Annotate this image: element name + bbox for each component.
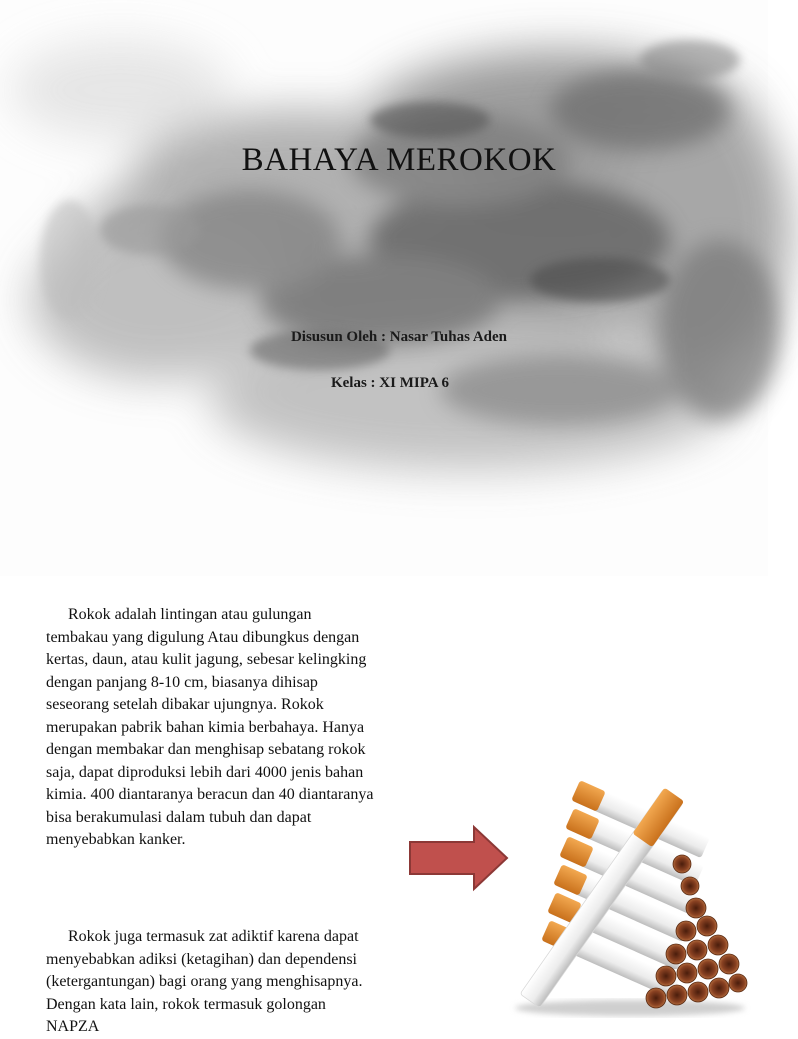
paragraph-addictive (46, 926, 376, 1039)
paragraph-definition-text: Rokok adalah lintingan atau gulungan tembakau yang digulung Atau dibungkus dengan kertas, daun, atau kulit jagung, sebesar kelingking dengan panjang 8-10 cm, biasanya dihisap seseorang setelah dibakar ujungnya. Rokok merupakan pabrik bahan kimia berbahaya. Hanya dengan membakar dan menghisap sebatang rokok saja, dapat diproduksi lebih dari 4000 jenis bahan kimia. 400 diantaranya beracun dan 40 diantaranya bisa berakumulasi dalam tubuh dan dapat menyebabkan kanker. (46, 606, 374, 848)
paragraph-addictive-text: Rokok juga termasuk zat adiktif karena dapat menyebabkan adiksi (ketagihan) dan dependensi (ketergantungan) bagi orang yang menghisapnya. Dengan kata lain, rokok termasuk golongan NAPZA (46, 928, 363, 1035)
paragraph-definition (46, 604, 376, 852)
class-line: Kelas : XI MIPA 6 (330, 375, 450, 391)
author-line: Disusun Oleh : Nasar Tuhas Aden (290, 329, 508, 345)
slide-title: BAHAYA MEROKOK (241, 142, 557, 178)
content-slide (0, 576, 768, 1035)
right-arrow-icon (408, 825, 510, 891)
cigarettes-icon (500, 736, 760, 1021)
